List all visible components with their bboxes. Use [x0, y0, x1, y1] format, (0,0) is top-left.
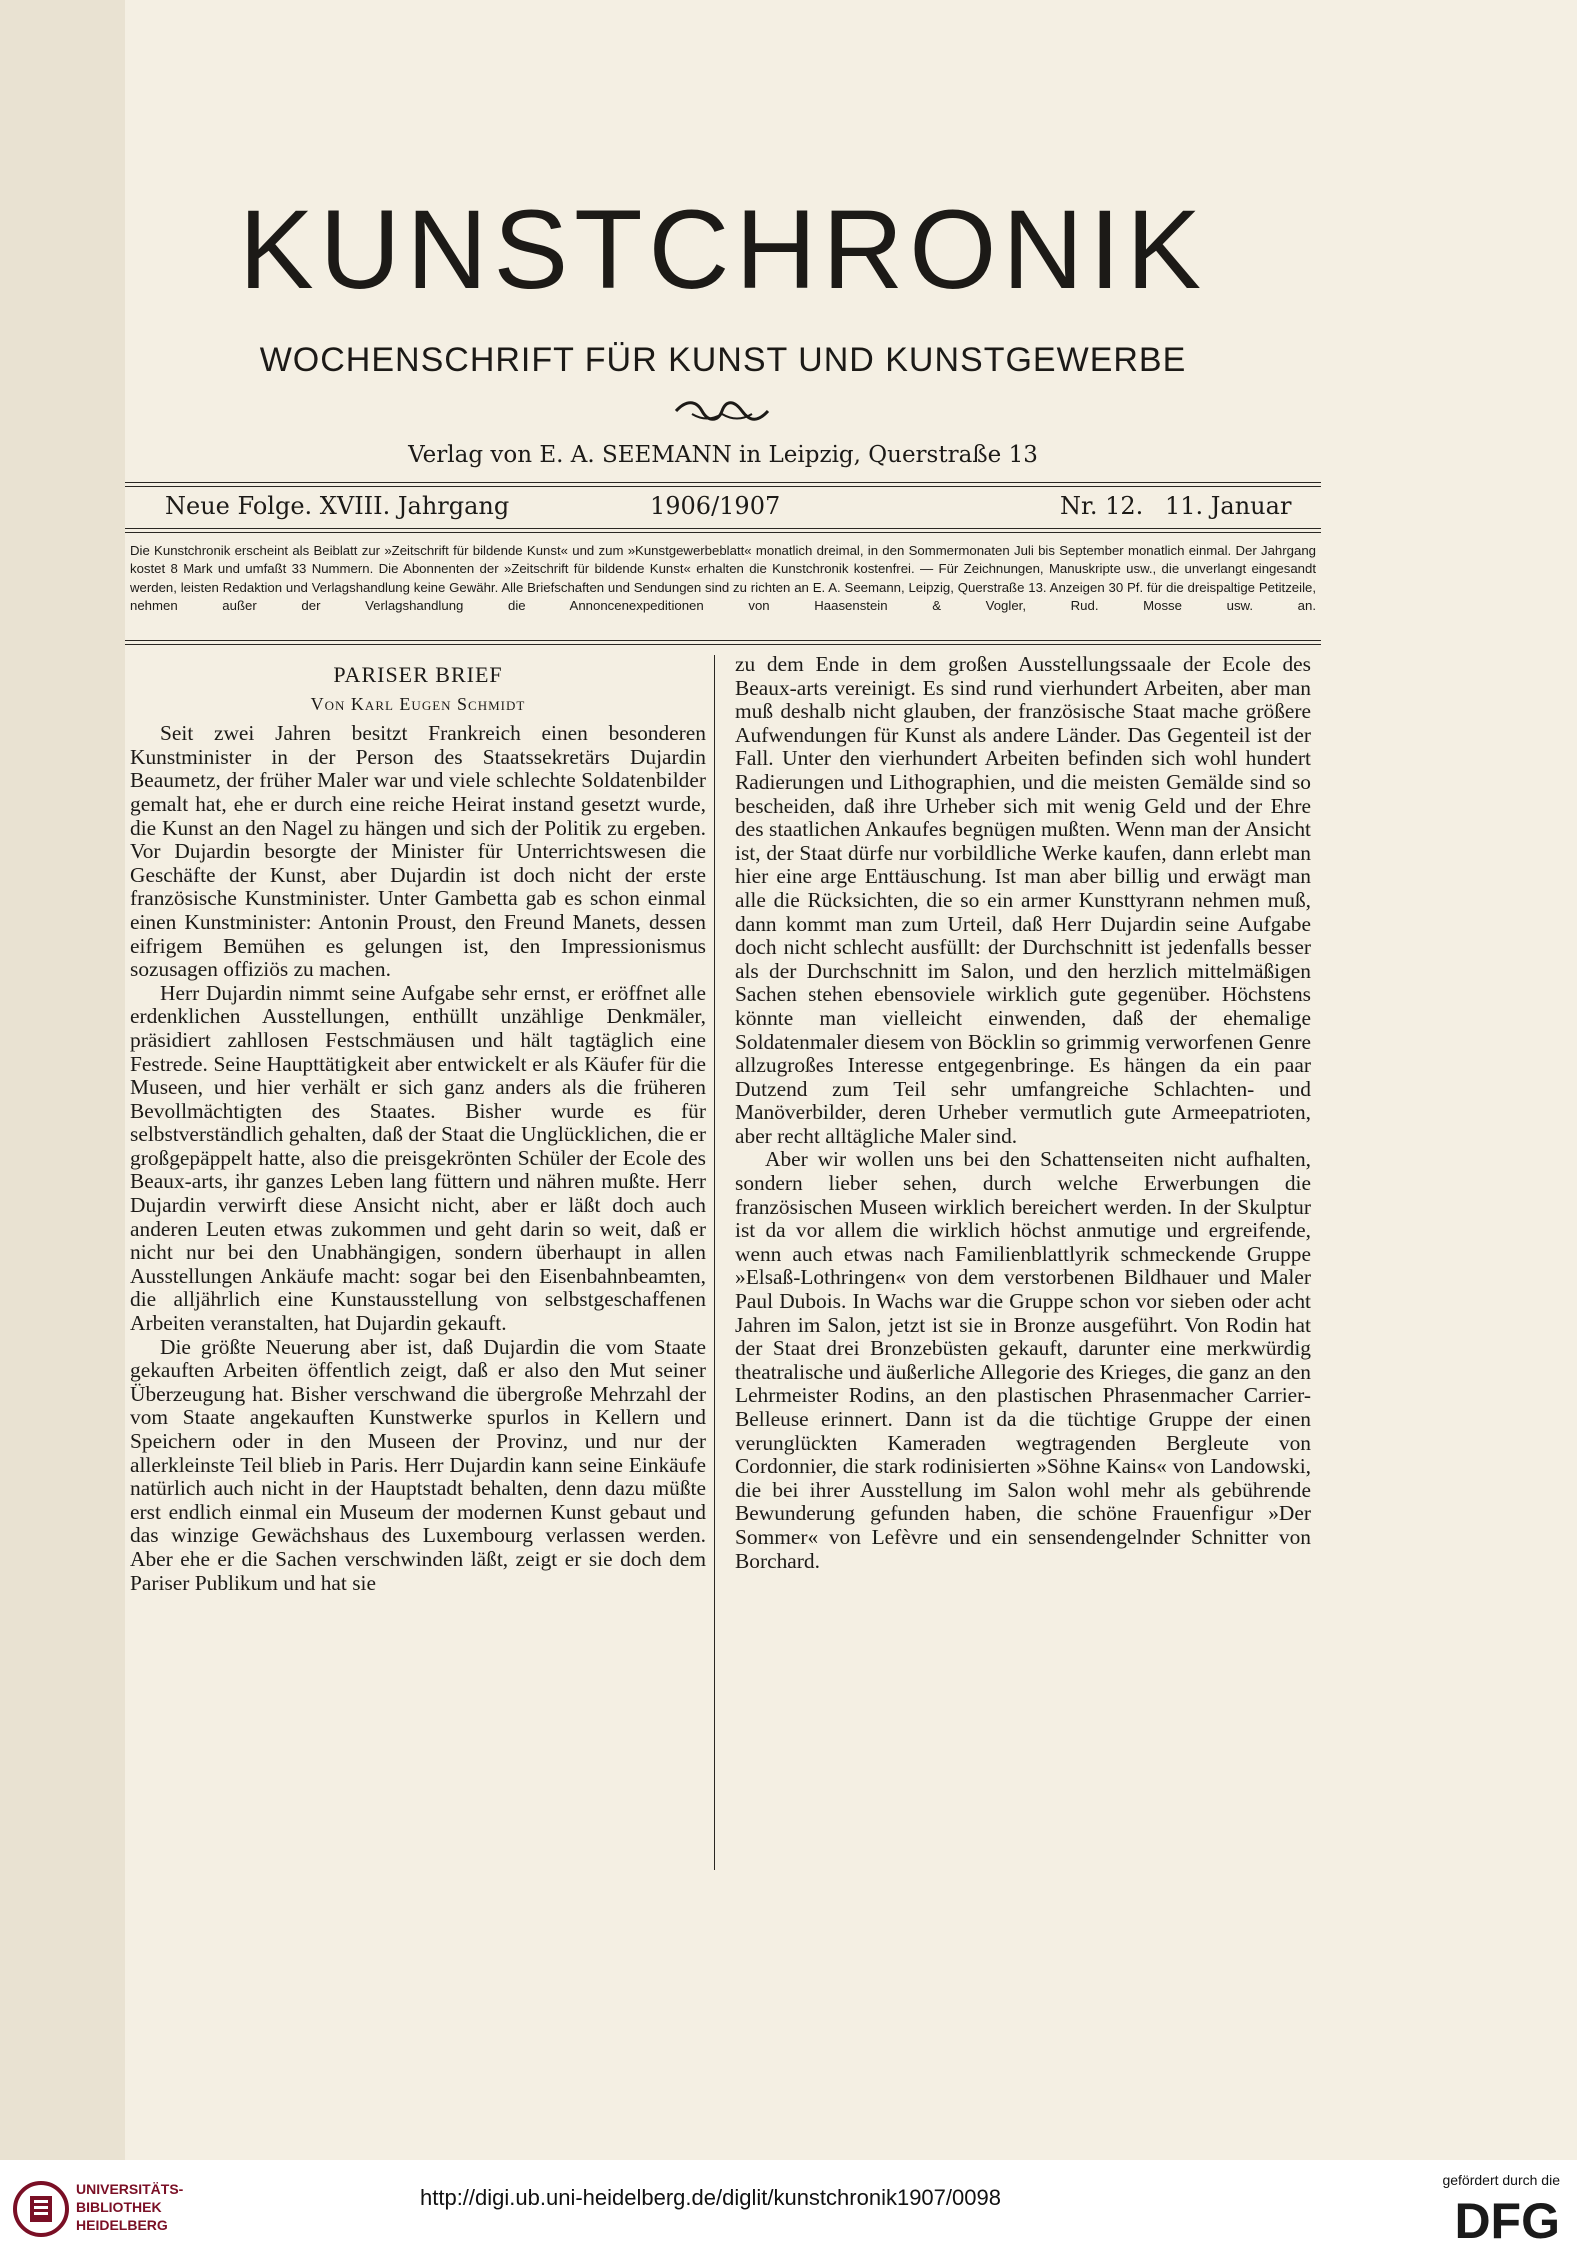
ornament-icon: [672, 398, 772, 424]
library-logo[interactable]: [12, 2174, 222, 2246]
issue-year: 1906/1907: [650, 492, 781, 520]
subscription-notice: Die Kunstchronik erscheint als Beiblatt zur »Zeitschrift für bildende Kunst« und zum »Kunstgewerbeblatt« monatlich dreimal, in den Sommermonaten Juli bis September monatlich einmal. Der Jahrgang kostet 8 Mark und umfaßt 33 Nummern. Die Abonnenten der »Zeitschrift für bildende Kunst« erhalten die Kunstchronik kostenfrei. — Für Zeichnungen, Manuskripte usw., die unverlangt eingesandt werden, leisten Redaktion und Verlagshandlung keine Gewähr. Alle Briefschaften und Sendungen sind zu richten an E. A. Seemann, Leipzig, Querstraße 13. Anzeigen 30 Pf. für die dreispaltige Petitzeile, nehmen außer der Verlagshandlung die Annoncenexpeditionen von Haasenstein & Vogler, Rud. Mosse usw. an.: [130, 543, 1316, 613]
library-name: UNIVERSITÄTS- BIBLIOTHEK HEIDELBERG: [76, 2181, 184, 2233]
library-seal-icon: [12, 2180, 70, 2238]
issue-date: 11. Januar: [1165, 492, 1292, 520]
rule-bottom-2: [125, 644, 1321, 645]
rule-mid-2: [125, 532, 1321, 533]
rule-top-1: [125, 482, 1321, 483]
funding-caption: gefördert durch die: [1442, 2172, 1560, 2188]
masthead-subtitle: WOCHENSCHRIFT FÜR KUNST UND KUNSTGEWERBE: [259, 341, 1187, 379]
paragraph: Seit zwei Jahren besitzt Frankreich einen besonderen Kunstminister in der Person des Staatssekretärs Dujardin Beaumetz, der früher Maler war und viele schlechte Soldatenbilder gemalt hat, ehe er durch eine reiche Heirat instand gesetzt wurde, die Kunst an den Nagel zu hängen und sich der Politik zu ergeben. Vor Dujardin besorgte der Minister für Unterrichtswesen die Geschäfte der Kunst, aber Dujardin ist doch nicht der erste französische Kunstminister. Unter Gambetta gab es schon einmal einen Kunstminister: Antonin Proust, den Freund Manets, dessen eifrigem Bemühen es gelungen ist, den Impressionismus sozusagen offiziös zu machen.: [130, 721, 706, 982]
article-byline: Von Karl Eugen Schmidt: [310, 693, 526, 714]
issue-bar: [165, 492, 1295, 524]
funding-notice: [1390, 2172, 1560, 2252]
paragraph: zu dem Ende in dem großen Ausstellungssaale der Ecole des Beaux-arts vereinigt. Es sind rund vierhundert Arbeiten, aber man muß deshalb nicht glauben, der französische Staat mache größere Aufwendungen für Kunst als andere Länder. Das Gegenteil ist der Fall. Unter den vierhundert Arbeiten befinden sich wohl hundert Radierungen und Lithographien, und die meisten Gemälde sind so bescheiden, daß ihre Urheber sich mit wenig Geld und der Ehre des staatlichen Ankaufes begnügen mußten. Wenn man der Ansicht ist, der Staat dürfe nur vorbildliche Werke kaufen, dann erlebt man hier eine arge Enttäuschung. Ist man aber billig und erwägt man alle die Rücksichten, die so ein armer Kunsttyrann nehmen muß, dann kommt man zum Urteil, daß Herr Dujardin seine Aufgabe doch nicht schlecht ausfüllt: der Durchschnitt ist jedenfalls besser als der Durchschnitt im Salon, und den herzlich mittelmäßigen Sachen stehen ebensoviele wirklich gute gegenüber. Höchstens könnte man vielleicht einwenden, daß der ehemalige Soldatenmaler diesem von Böcklin so grimmig verworfenen Genre allzugroßes Interesse entgegenbringe. Es hängen da ein paar Dutzend zum Teil sehr umfangreiche Schlachten- und Manöverbilder, deren Urheber vermutlich gute Armeepatrioten, aber recht alltägliche Maler sind.: [735, 652, 1311, 1148]
column-divider: [714, 655, 715, 1870]
article-title: PARISER BRIEF: [333, 662, 503, 687]
dfg-logo-text: DFG: [1454, 2194, 1560, 2244]
paragraph: Herr Dujardin nimmt seine Aufgabe sehr ernst, er eröffnet alle erdenklichen Ausstellungen, enthüllt unzählige Denkmäler, präsidiert zahllosen Festschmäusen und hält tagtäglich eine Festrede. Seine Haupttätigkeit aber entwickelt er als Käufer für die Museen, und hier verhält er sich ganz anders als die früheren Bevollmächtigten des Staates. Bisher wurde es für selbstverständlich gehalten, daß der Staat die Unglücklichen, die er großgepäppelt hatte, also die preisgekrönten Schüler der Ecole des Beaux-arts, ihr ganzes Leben lang füttern und nähren mußte. Herr Dujardin verwirft diese Ansicht nicht, aber er läßt doch auch anderen Leuten etwas zukommen und geht darin so weit, daß er nicht nur bei den Unabhängigen, sondern überhaupt in allen Ausstellungen Ankäufe macht: sogar bei den Eisenbahnbeamten, die alljährlich eine Kunstausstellung von selbstgeschaffenen Arbeiten veranstalten, hat Dujardin gekauft.: [130, 980, 706, 1336]
paragraph: Die größte Neuerung aber ist, daß Dujardin die vom Staate gekauften Arbeiten öffentlich zeigt, daß er also den Mut seiner Überzeugung hat. Bisher verschwand die übergroße Mehrzahl der vom Staate angekauften Kunstwerke spurlos in Kellern und Speichern oder in den Museen der Provinz, und nur der allerkleinste Teil blieb in Paris. Herr Dujardin kann seine Einkäufe natürlich auch nicht in der Hauptstadt behalten, denn dazu müßte erst endlich einmal ein Museum der modernen Kunst gebaut und das winzige Gewächshaus des Luxembourg verlassen werden. Aber ehe er die Sachen verschwinden läßt, zeigt er sie doch dem Pariser Publikum und hat sie: [130, 1334, 706, 1595]
masthead-title: KUNSTCHRONIK: [238, 187, 1208, 312]
column-left: [130, 653, 706, 1595]
publisher-line: Verlag von E. A. SEEMANN in Leipzig, Querstraße 13: [408, 442, 1038, 468]
paragraph: Aber wir wollen uns bei den Schattenseiten nicht aufhalten, sondern lieber sehen, durch welche Erwerbungen die französischen Museen wirklich bereichert werden. In der Skulptur ist da vor allem die wirklich höchst anmutige und ergreifende, wenn auch etwas nach Familienblattlyrik schmeckende Gruppe »Elsaß-Lothringen« von dem verstorbenen Bildhauer und Maler Paul Dubois. In Wachs war die Gruppe schon vor sieben oder acht Jahren im Salon, jetzt ist sie in Bronze ausgeführt. Von Rodin hat der Staat drei Bronzebüsten gekauft, darunter eine merkwürdig theatralische und äußerliche Allegorie des Krieges, die ganz an den Lehrmeister Rodins, an den plastischen Phrasenmacher Carrier-Belleuse erinnert. Dann ist da die tüchtige Gruppe der einen verunglückten Kameraden wegtragenden Bergleute von Cordonnier, die stark rodinisierten »Söhne Kains« von Landowski, die bei ihrer Ausstellung im Salon wohl mehr als gebührende Bewunderung gefunden haben, die schöne Frauenfigur »Der Sommer« von Lefèvre und ein sensendengelnder Schnitter von Borchard.: [735, 1147, 1311, 1573]
source-url-link[interactable]: http://digi.ub.uni-heidelberg.de/diglit/kunstchronik1907/0098: [420, 2185, 1001, 2210]
rule-bottom-1: [125, 640, 1321, 641]
issue-number: Nr. 12.: [1060, 492, 1144, 520]
issue-series: Neue Folge. XVIII. Jahrgang: [165, 492, 510, 520]
rule-mid-1: [125, 528, 1321, 529]
column-right: [735, 653, 1311, 1573]
dfg-logo-icon[interactable]: [1410, 2194, 1560, 2244]
rule-top-2: [125, 486, 1321, 487]
